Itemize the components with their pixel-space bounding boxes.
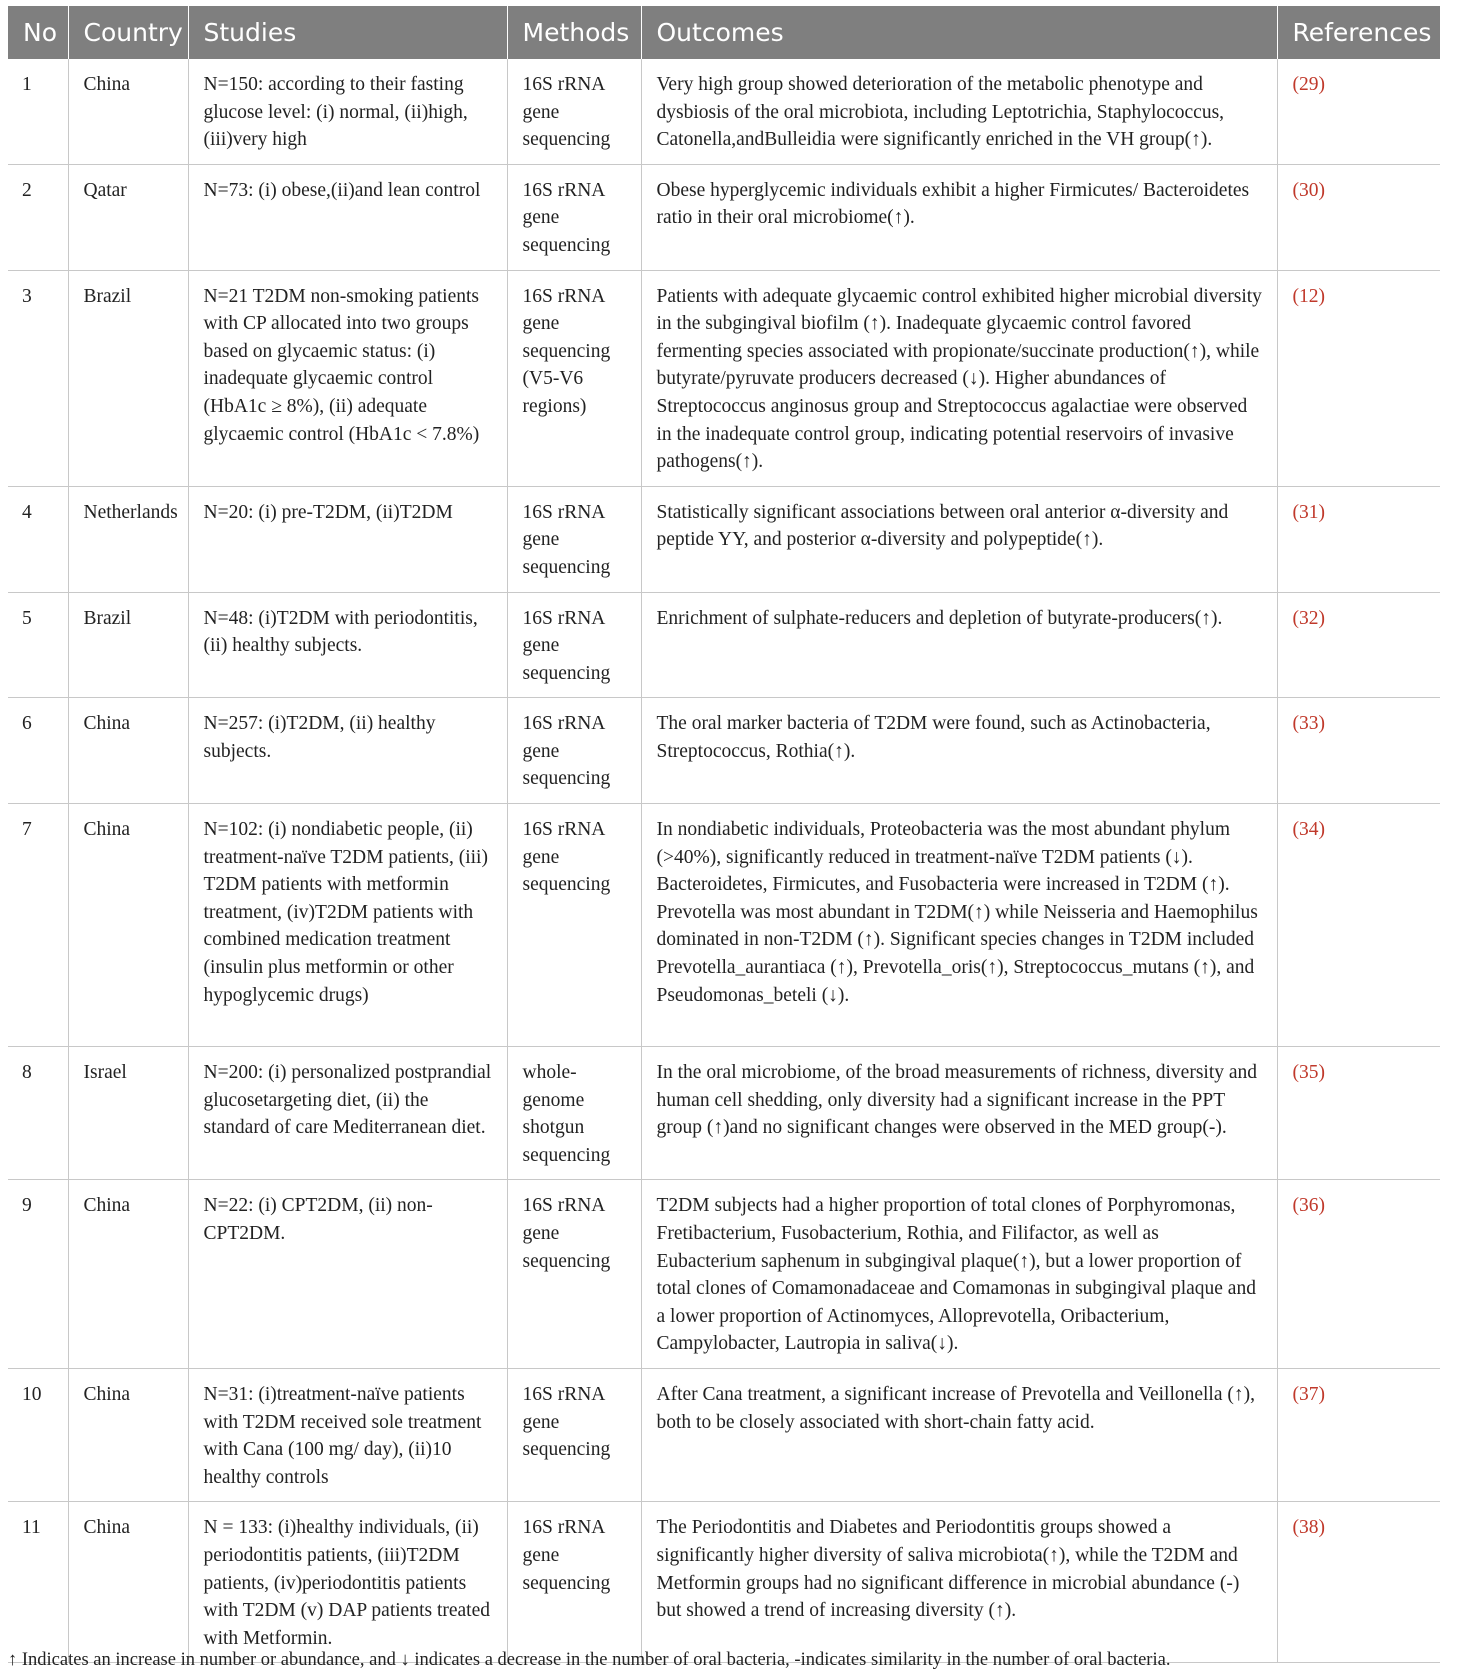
cell-studies: N=200: (i) personalized postprandial glucosetargeting diet, (ii) the standard of care Mediterranean diet. [188, 1047, 507, 1180]
cell-no: 6 [8, 698, 68, 804]
cell-methods: 16S rRNA gene sequencing [507, 164, 641, 270]
cell-country: Israel [68, 1047, 188, 1180]
studies-table [8, 6, 1440, 1663]
reference-link[interactable]: (30) [1292, 179, 1325, 201]
table-row [8, 1502, 1440, 1663]
cell-reference [1277, 164, 1440, 270]
reference-link[interactable]: (29) [1292, 74, 1325, 95]
cell-reference [1277, 1047, 1440, 1180]
cell-outcomes: T2DM subjects had a higher proportion of total clones of Porphyromonas, Fretibacterium, Fusobacterium, Rothia, and Filifactor, as well as Eubacterium saphenum in subgingival plaque(↑), but a lower proportion of total clones of Comamonadaceae and Comamonas in subgingival plaque and a lower proportion of Actinomyces, Alloprevotella, Oribacterium, Campylobacter, Lautropia in saliva(↓). [641, 1180, 1277, 1369]
cell-reference [1277, 1369, 1440, 1502]
cell-methods: 16S rRNA gene sequencing [507, 59, 641, 164]
cell-methods: whole-genome shotgun sequencing [507, 1047, 641, 1180]
cell-studies: N=102: (i) nondiabetic people, (ii) treatment-naïve T2DM patients, (iii) T2DM patients with metformin treatment, (iv)T2DM patients with combined medication treatment (insulin plus metformin or other hypoglycemic drugs) [188, 804, 507, 1047]
cell-country: China [68, 1502, 188, 1663]
cell-reference [1277, 592, 1440, 698]
cell-country: China [68, 804, 188, 1047]
cell-no: 9 [8, 1180, 68, 1369]
cell-no: 5 [8, 592, 68, 698]
table-row [8, 1047, 1440, 1180]
cell-methods: 16S rRNA gene sequencing [507, 804, 641, 1047]
cell-outcomes: In nondiabetic individuals, Proteobacteria was the most abundant phylum (>40%), significantly reduced in treatment-naïve T2DM patients (↓). Bacteroidetes, Firmicutes, and Fusobacteria were increased in T2DM (↑). Prevotella was most abundant in T2DM(↑) while Neisseria and Haemophilus dominated in non-T2DM (↑). Significant species changes in T2DM included Prevotella_aurantiaca (↑), Prevotella_oris(↑), Streptococcus_mutans (↑), and Pseudomonas_beteli (↓). [641, 804, 1277, 1047]
table-header-row [8, 6, 1440, 59]
cell-reference [1277, 59, 1440, 164]
cell-reference [1277, 486, 1440, 592]
header-no: No [8, 6, 68, 59]
cell-no: 7 [8, 804, 68, 1047]
reference-link[interactable]: (36) [1292, 1195, 1325, 1217]
table-row [8, 486, 1440, 592]
reference-link[interactable]: (33) [1292, 713, 1325, 735]
cell-no: 11 [8, 1502, 68, 1663]
cell-no: 1 [8, 59, 68, 164]
cell-outcomes: Obese hyperglycemic individuals exhibit a higher Firmicutes/ Bacteroidetes ratio in their oral microbiome(↑). [641, 164, 1277, 270]
table-row [8, 270, 1440, 486]
cell-country: Brazil [68, 270, 188, 486]
cell-studies: N=150: according to their fasting glucose level: (i) normal, (ii)high, (iii)very high [188, 59, 507, 164]
cell-no: 4 [8, 486, 68, 592]
cell-outcomes: In the oral microbiome, of the broad measurements of richness, diversity and human cell shedding, only diversity had a significant increase in the PPT group (↑)and no significant changes were observed in the MED group(-). [641, 1047, 1277, 1180]
table-row [8, 1369, 1440, 1502]
cell-methods: 16S rRNA gene sequencing [507, 486, 641, 592]
header-outcomes: Outcomes [641, 6, 1277, 59]
reference-link[interactable]: (38) [1292, 1517, 1325, 1539]
reference-link[interactable]: (31) [1292, 501, 1325, 523]
cell-studies: N = 133: (i)healthy individuals, (ii) periodontitis patients, (iii)T2DM patients, (iv)periodontitis patients with T2DM (v) DAP patients treated with Metformin. [188, 1502, 507, 1663]
cell-studies: N=48: (i)T2DM with periodontitis, (ii) healthy subjects. [188, 592, 507, 698]
cell-studies: N=21 T2DM non-smoking patients with CP allocated into two groups based on glycaemic status: (i) inadequate glycaemic control (HbA1c ≥ 8%), (ii) adequate glycaemic control (HbA1c < 7.8%) [188, 270, 507, 486]
cell-outcomes: Statistically significant associations between oral anterior α-diversity and peptide YY, and posterior α-diversity and polypeptide(↑). [641, 486, 1277, 592]
cell-methods: 16S rRNA gene sequencing [507, 1180, 641, 1369]
header-studies: Studies [188, 6, 507, 59]
cell-methods: 16S rRNA gene sequencing [507, 1369, 641, 1502]
reference-link[interactable]: (32) [1292, 607, 1325, 629]
header-country: Country [68, 6, 188, 59]
cell-outcomes: The Periodontitis and Diabetes and Periodontitis groups showed a significantly higher diversity of saliva microbiota(↑), while the T2DM and Metformin groups had no significant difference in microbial abundance (-) but showed a trend of increasing diversity (↑). [641, 1502, 1277, 1663]
cell-outcomes: Patients with adequate glycaemic control exhibited higher microbial diversity in the subgingival biofilm (↑). Inadequate glycaemic control favored fermenting species associated with propionate/succinate production(↑), while butyrate/pyruvate producers decreased (↓). Higher abundances of Streptococcus anginosus group and Streptococcus agalactiae were observed in the inadequate control group, indicating potential reservoirs of invasive pathogens(↑). [641, 270, 1277, 486]
header-references: References [1277, 6, 1440, 59]
cell-no: 8 [8, 1047, 68, 1180]
table-row [8, 804, 1440, 1047]
table-row [8, 164, 1440, 270]
cell-reference [1277, 698, 1440, 804]
cell-studies: N=73: (i) obese,(ii)and lean control [188, 164, 507, 270]
reference-link[interactable]: (35) [1292, 1062, 1325, 1084]
cell-no: 10 [8, 1369, 68, 1502]
cell-reference [1277, 270, 1440, 486]
reference-link[interactable]: (12) [1292, 285, 1325, 307]
reference-link[interactable]: (37) [1292, 1384, 1325, 1405]
cell-studies: N=31: (i)treatment-naïve patients with T2DM received sole treatment with Cana (100 mg/ day), (ii)10 healthy controls [188, 1369, 507, 1502]
cell-outcomes: After Cana treatment, a significant increase of Prevotella and Veillonella (↑), both to be closely associated with short-chain fatty acid. [641, 1369, 1277, 1502]
table-row [8, 59, 1440, 164]
cell-country: Brazil [68, 592, 188, 698]
cell-outcomes: The oral marker bacteria of T2DM were found, such as Actinobacteria, Streptococcus, Rothia(↑). [641, 698, 1277, 804]
cell-country: China [68, 698, 188, 804]
cell-studies: N=257: (i)T2DM, (ii) healthy subjects. [188, 698, 507, 804]
cell-methods: 16S rRNA gene sequencing [507, 698, 641, 804]
cell-reference [1277, 1180, 1440, 1369]
cell-outcomes: Enrichment of sulphate-reducers and depletion of butyrate-producers(↑). [641, 592, 1277, 698]
table-footnote: ↑ Indicates an increase in number or abundance, and ↓ indicates a decrease in the number of oral bacteria, -indicates similarity in the number of oral bacteria. [8, 1650, 1171, 1670]
studies-table-container [8, 6, 1440, 1663]
cell-studies: N=20: (i) pre-T2DM, (ii)T2DM [188, 486, 507, 592]
cell-no: 3 [8, 270, 68, 486]
cell-studies: N=22: (i) CPT2DM, (ii) non- CPT2DM. [188, 1180, 507, 1369]
cell-reference [1277, 804, 1440, 1047]
table-row [8, 592, 1440, 698]
cell-outcomes: Very high group showed deterioration of the metabolic phenotype and dysbiosis of the oral microbiota, including Leptotrichia, Staphylococcus, Catonella,andBulleidia were significantly enriched in the VH group(↑). [641, 59, 1277, 164]
cell-methods: 16S rRNA gene sequencing [507, 1502, 641, 1663]
header-methods: Methods [507, 6, 641, 59]
cell-reference [1277, 1502, 1440, 1663]
cell-methods: 16S rRNA gene sequencing (V5-V6 regions) [507, 270, 641, 486]
cell-country: Qatar [68, 164, 188, 270]
table-row [8, 1180, 1440, 1369]
cell-methods: 16S rRNA gene sequencing [507, 592, 641, 698]
cell-no: 2 [8, 164, 68, 270]
table-row [8, 698, 1440, 804]
cell-country: China [68, 1180, 188, 1369]
cell-country: China [68, 1369, 188, 1502]
cell-country: China [68, 59, 188, 164]
reference-link[interactable]: (34) [1292, 819, 1325, 841]
cell-country: Netherlands [68, 486, 188, 592]
